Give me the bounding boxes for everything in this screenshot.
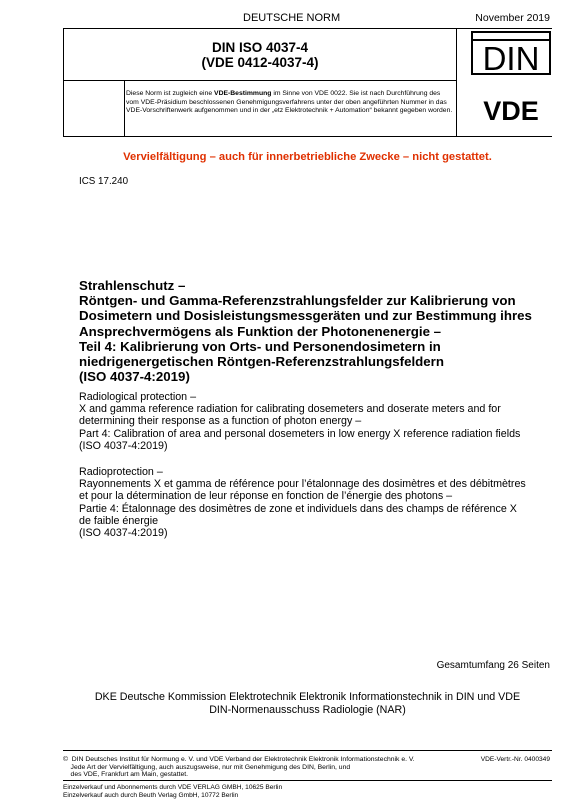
vde-notice-bold: VDE-Bestimmung (214, 90, 272, 97)
title-french-line: (ISO 4037-4:2019) (79, 527, 168, 540)
sales-line: Einzelverkauf auch durch Beuth Verlag GmbH, 10772 Berlin (63, 792, 239, 799)
responsible-committee (63, 691, 552, 716)
title-english-line: Part 4: Calibration of area and personal dosemeters in low energy X reference radiation fields (79, 427, 521, 440)
copyright-line: © DIN Deutsches Institut für Normung e. V. und VDE Verband der Elektrotechnik Elektronik Informationstechnik e. V. (63, 756, 415, 763)
notice-box-left-border (124, 80, 125, 136)
publication-date: November 2019 (475, 12, 550, 24)
sales-line: Einzelverkauf und Abonnements durch VDE VERLAG GMBH, 10625 Berlin (63, 784, 283, 791)
committee-dke: DKE Deutsche Kommission Elektrotechnik Elektronik Informationstechnik in DIN und VDE (94, 691, 521, 703)
title-box-divider (63, 80, 456, 81)
vde-distribution-number: VDE-Vertr.-Nr. 0400349 (480, 756, 550, 763)
copyright-line: Jede Art der Vervielfältigung, auch auszugsweise, nur mit Genehmigung des DIN, Berlin, und (63, 763, 351, 771)
title-german-line: niedrigenergetischen Röntgen-Referenzstrahlungsfeldern (79, 354, 444, 370)
title-german (79, 278, 549, 384)
vde-regulation-notice (126, 90, 454, 116)
vde-logo (466, 96, 556, 124)
committee-nar: DIN-Normenausschuss Radiologie (NAR) (209, 703, 406, 716)
ics-code: ICS 17.240 (79, 176, 129, 187)
title-english (79, 391, 549, 452)
document-number-din: DIN ISO 4037-4 (211, 40, 309, 55)
copyright-line: des VDE, Frankfurt am Main, gestattet. (63, 771, 189, 779)
title-german-line: Strahlenschutz – (79, 278, 186, 293)
title-english-line: X and gamma reference radiation for calibrating dosemeters and doserate meters and for (79, 403, 501, 416)
title-german-line: Dosimetern und Dosisleistungsmessgeräten und zur Bestimmung ihres (79, 308, 532, 324)
sales-info (63, 784, 282, 800)
title-french-line: Partie 4: Étalonnage des dosimètres de zone et individuels dans des champs de référence X (79, 502, 517, 515)
copyright-notice (63, 756, 468, 779)
title-german-line: Röntgen- und Gamma-Referenzstrahlungsfelder zur Kalibrierung von (79, 293, 516, 309)
reproduction-notice: Vervielfältigung – auch für innerbetriebliche Zwecke – nicht gestattet. (123, 151, 492, 163)
title-french (79, 466, 549, 539)
vde-notice-text-end: im Sinne von VDE 0022. Sie ist nach Durchführung des vom VDE-Präsidium beschlossenen Genehmigungsverfahrens unter der oben angeführten Nummer in das VDE-Vorschriftenwerk aufgenommen und in der „etz Elektrotechnik + Automation“ bekannt gegeben worden. (126, 90, 453, 115)
title-german-line: Teil 4: Kalibrierung von Orts- und Personendosimetern in (79, 338, 441, 354)
title-french-line: Rayonnements X et gamma de référence pour l’étalonnage des dosimètres et des débitmètres (79, 478, 526, 491)
footer-rule (63, 750, 552, 751)
title-english-line: Radiological protection – (79, 391, 197, 403)
title-french-line: Radioprotection – (79, 466, 163, 478)
title-english-line: (ISO 4037-4:2019) (79, 439, 168, 452)
title-french-line: de faible énergie (79, 514, 159, 527)
footer-sales-rule (63, 780, 552, 781)
header-box-bottom-rule (63, 136, 552, 137)
din-logo-text: DIN (482, 40, 540, 75)
total-pages: Gesamtumfang 26 Seiten (436, 660, 550, 671)
vde-notice-text-start: Diese Norm ist zugleich eine (126, 90, 215, 97)
header-rule (63, 28, 552, 29)
din-logo (471, 31, 551, 75)
standard-type-label: DEUTSCHE NORM (243, 12, 341, 24)
document-number-vde: (VDE 0412-4037-4) (201, 55, 319, 70)
title-german-line: Ansprechvermögens als Funktion der Photonenenergie – (79, 323, 442, 339)
title-german-line: (ISO 4037-4:2019) (79, 369, 190, 385)
title-english-line: determining their response as a function of photon energy – (79, 415, 362, 428)
vde-logo-text: VDE (483, 96, 539, 124)
title-french-line: et pour la détermination de leur réponse en fonction de l’énergie des photons – (79, 490, 453, 503)
document-number (63, 40, 457, 70)
